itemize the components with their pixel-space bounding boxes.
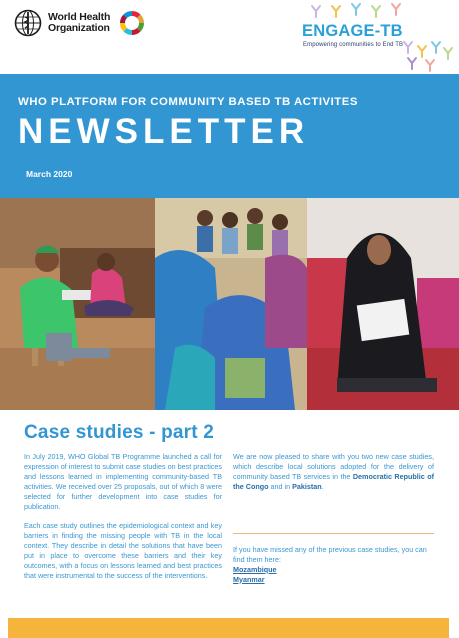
missed-text: If you have missed any of the previous case studies, you can find them here: bbox=[233, 545, 427, 564]
article-right-column bbox=[233, 452, 434, 502]
newsletter-banner bbox=[0, 74, 459, 198]
article-heading: Case studies - part 2 bbox=[24, 422, 215, 443]
paragraph-new-case-studies bbox=[233, 452, 434, 492]
engage-tb-title: ENGAGE-TB bbox=[302, 22, 403, 40]
country-pakistan: Pakistan bbox=[292, 481, 322, 491]
platform-title: WHO PLATFORM FOR COMMUNITY BASED TB ACTIVITES bbox=[18, 96, 358, 108]
link-mozambique[interactable]: Mozambique bbox=[233, 564, 277, 574]
photo-health-worker bbox=[0, 198, 155, 410]
issue-date: March 2020 bbox=[26, 169, 73, 179]
sdg-wheel-icon[interactable] bbox=[118, 9, 146, 37]
previous-case-studies bbox=[233, 545, 434, 585]
page-header bbox=[0, 0, 459, 74]
link-myanmar[interactable]: Myanmar bbox=[233, 574, 265, 584]
footer-right-gap bbox=[449, 618, 459, 638]
footer-left-gap bbox=[0, 618, 8, 638]
period-text: . bbox=[321, 481, 324, 491]
column-divider bbox=[233, 533, 434, 534]
who-name-line2: Organization bbox=[48, 22, 110, 34]
engage-tb-logo[interactable] bbox=[300, 0, 459, 74]
paragraph-call-for-proposals: In July 2019, WHO Global TB Programme launched a call for expression of interest to submit case studies on best practices and lessons learned in implementing community-based TB activities. We received over 25 proposals, out of which 8 were selected for further development into case studies for publication. bbox=[24, 452, 222, 511]
new-case-studies-text: We are now pleased to share with you two new case studies, which describe local solutions adopted for the delivery of community based TB services in the bbox=[233, 452, 434, 481]
and-text: and in bbox=[270, 481, 291, 491]
who-emblem-icon bbox=[14, 9, 42, 37]
who-wordmark bbox=[48, 12, 110, 34]
photo-strip bbox=[0, 198, 459, 410]
country-drc: Democratic Republic of the Congo bbox=[233, 471, 434, 491]
footer-bar bbox=[0, 618, 459, 638]
article-left-column bbox=[24, 452, 222, 591]
newsletter-title: NEWSLETTER bbox=[18, 112, 310, 151]
paragraph-case-study-outline: Each case study outlines the epidemiological context and key barriers in finding the missing people with TB in the local context. They describe in detail the solutions that have been put in place to overcome these barriers and their key outcomes, with a focus on lessons learned and best practices that were instrumental to the success of the interventions. bbox=[24, 521, 222, 580]
who-logo[interactable] bbox=[14, 9, 110, 37]
photo-community-group bbox=[155, 198, 307, 410]
engage-tb-tagline: Empowering communities to End TB bbox=[303, 42, 404, 48]
who-name-line1: World Health bbox=[48, 11, 111, 23]
photo-woman-writing bbox=[307, 198, 459, 410]
